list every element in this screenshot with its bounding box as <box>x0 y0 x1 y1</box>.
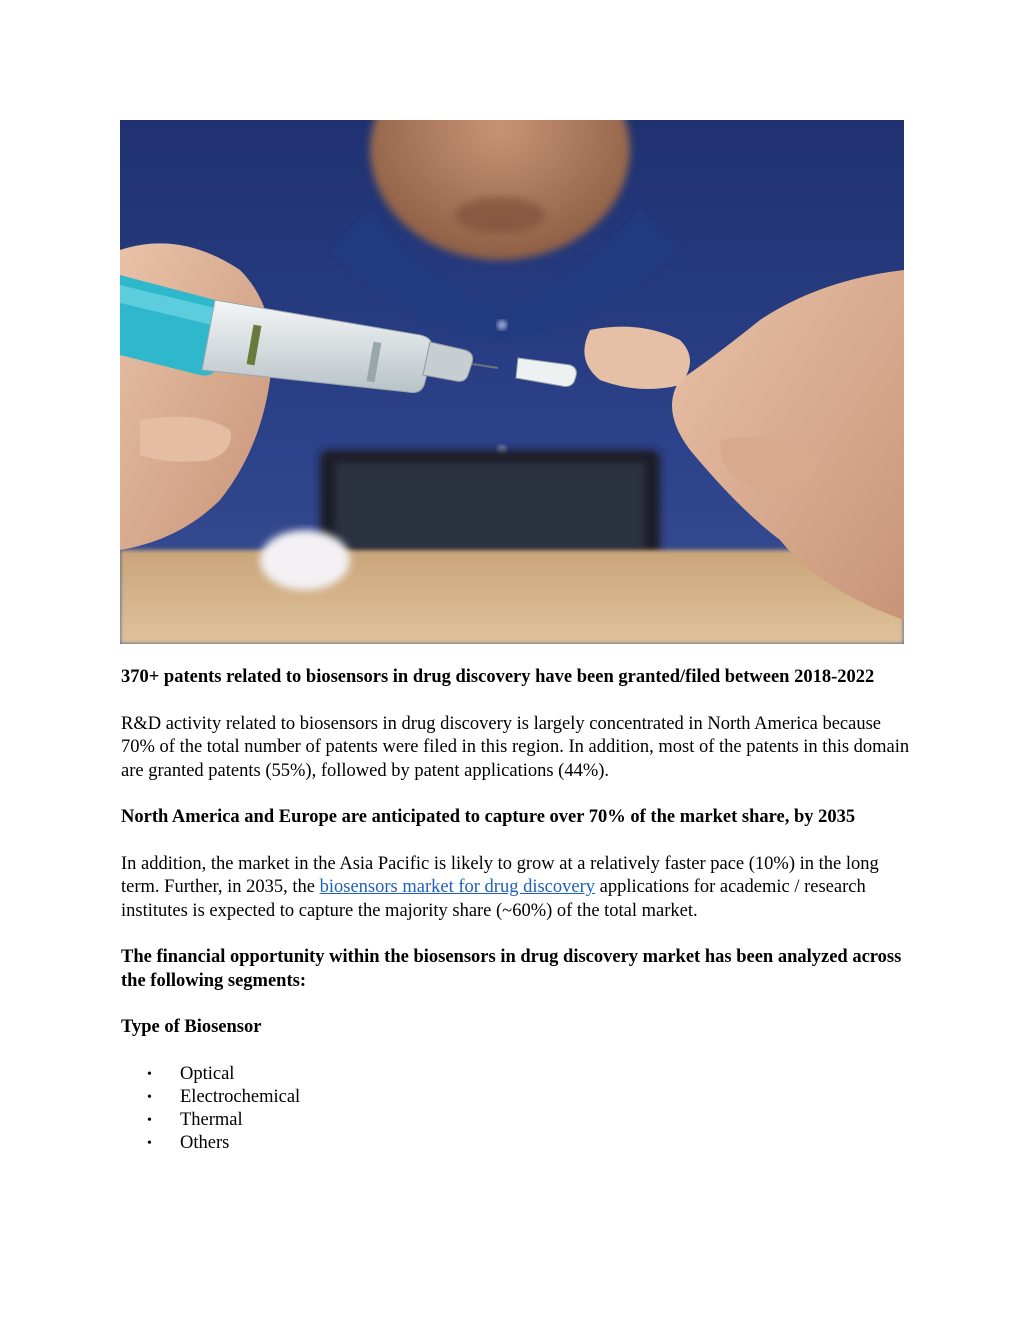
list-item: • Electrochemical <box>147 1086 301 1107</box>
regions-paragraph <box>121 853 911 924</box>
list-item: • Optical <box>147 1063 235 1084</box>
regions-text-end: applications for academic / research institutes is expected to capture the majority share (~60%) of the total market. <box>121 877 866 921</box>
list-item: • Thermal <box>147 1109 243 1130</box>
segments-heading: The financial opportunity within the biosensors in drug discovery market has been analyzed across the following segments: <box>121 947 902 991</box>
patents-heading: 370+ patents related to biosensors in drug discovery have been granted/filed between 2018-2022 <box>121 667 875 687</box>
bullet-icon: • <box>147 1135 152 1151</box>
bullet-icon: • <box>147 1089 152 1105</box>
regions-text-start: In addition, the market in the Asia Pacific is likely to grow at a relatively faster pace (10%) in the long term. Further, in 2035, the <box>121 853 879 897</box>
insulin-pen-photo <box>120 120 904 644</box>
type-of-biosensor-heading: Type of Biosensor <box>121 1017 262 1037</box>
patents-paragraph: R&D activity related to biosensors in drug discovery is largely concentrated in North America because 70% of the total number of patents were filed in this region. In addition, most of the patents in this domain are granted patents (55%), followed by patent applications (44%). <box>121 713 910 781</box>
list-item: • Others <box>147 1132 230 1153</box>
biosensor-type-list <box>121 1063 911 1155</box>
regions-heading: North America and Europe are anticipated to capture over 70% of the market share, by 2035 <box>121 807 856 827</box>
bullet-icon: • <box>147 1066 152 1082</box>
article-body <box>121 666 911 1155</box>
biosensors-market-link[interactable]: biosensors market for drug discovery <box>319 877 596 897</box>
bullet-icon: • <box>147 1112 152 1128</box>
